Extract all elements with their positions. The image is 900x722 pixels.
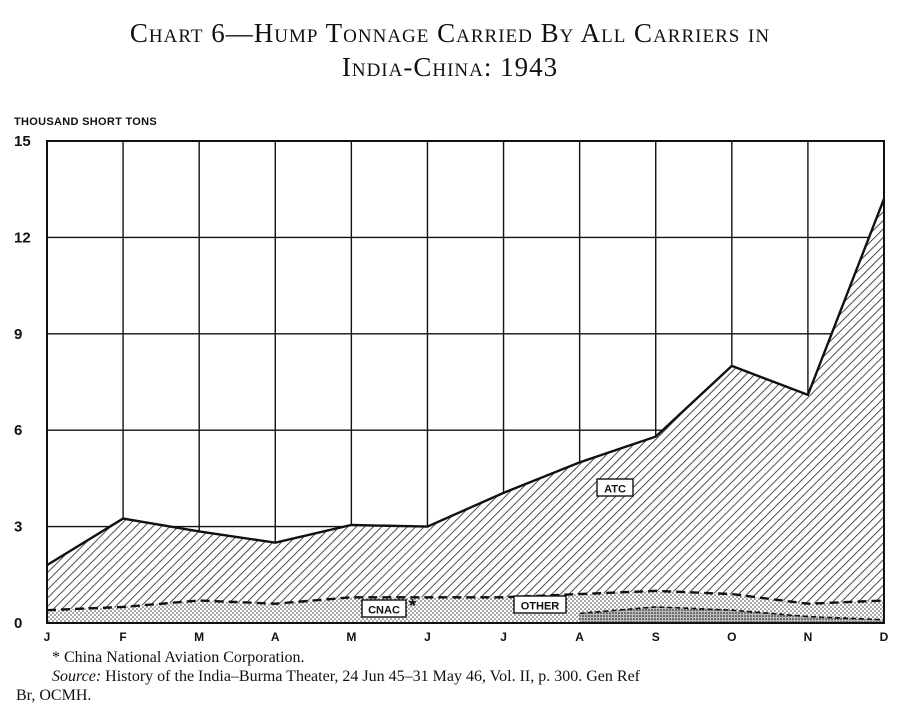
y-tick-label: 9 <box>14 325 23 343</box>
source-note-cont: Br, OCMH. <box>16 687 92 704</box>
x-tick-label: O <box>727 630 737 644</box>
x-tick-label: F <box>119 630 127 644</box>
x-tick-label: D <box>879 630 889 644</box>
source-note <box>52 668 640 686</box>
cnac-asterisk: * <box>409 596 417 616</box>
y-tick-label: 6 <box>14 422 23 440</box>
label-cnac: CNAC <box>368 604 400 617</box>
source-text: History of the India–Burma Theater, 24 Jun 45–31 May 46, Vol. II, p. 300. Gen Ref <box>101 668 641 685</box>
label-other: OTHER <box>520 600 560 613</box>
x-tick-label: A <box>270 630 280 644</box>
area-atc <box>47 199 884 610</box>
x-tick-label: J <box>424 630 431 644</box>
chart-title-line2: India-China: 1943 <box>341 52 559 82</box>
x-tick-label: J <box>43 630 51 644</box>
x-tick-label: N <box>803 630 813 644</box>
label-atc: ATC <box>604 483 626 496</box>
x-tick-label: A <box>575 630 584 644</box>
y-tick-label: 12 <box>14 229 31 247</box>
x-tick-label: M <box>346 630 357 644</box>
x-tick-label: S <box>651 630 660 644</box>
y-tick-label: 3 <box>14 518 23 536</box>
source-label: Source: <box>52 668 102 685</box>
y-tick-label: 15 <box>14 133 31 150</box>
y-tick-label: 0 <box>14 615 23 632</box>
footnote: * China National Aviation Corporation. <box>52 649 305 666</box>
chart-title-line1: Chart 6—Hump Tonnage Carried By All Carriers in <box>129 18 771 48</box>
x-tick-label: M <box>194 630 205 644</box>
y-axis-label: THOUSAND SHORT TONS <box>14 116 158 128</box>
area-layer <box>47 199 884 623</box>
x-tick-label: J <box>500 630 507 644</box>
